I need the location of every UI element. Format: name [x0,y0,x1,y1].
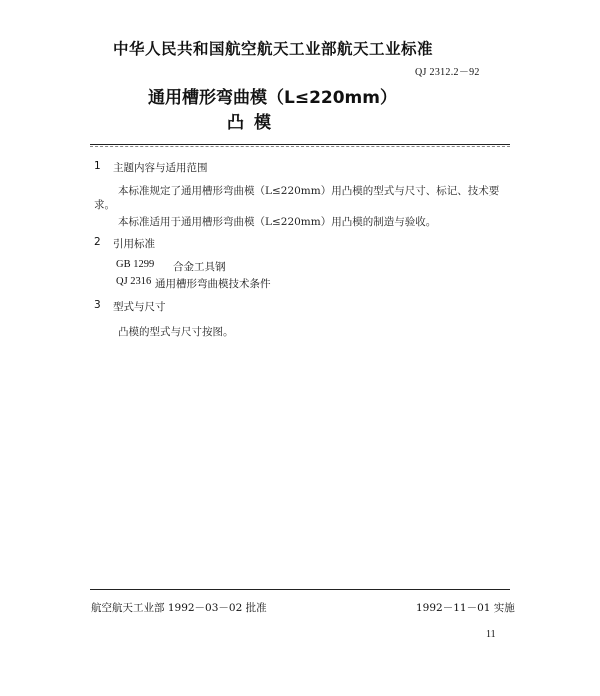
standard-code: QJ 2312.2－92 [415,67,480,78]
section-1-paragraph-1: 本标准规定了通用槽形弯曲模（L≤220mm）用凸模的型式与尺寸、标记、技术要 [118,185,500,197]
reference-1-code: GB 1299 [116,259,155,270]
document-subtitle: 凸模 [227,113,281,133]
section-1-number: 1 [94,160,101,172]
page-number: 11 [486,629,496,640]
reference-2-name: 通用槽形弯曲模技术条件 [155,278,271,290]
reference-1-name: 合金工具钢 [173,261,226,273]
footer-divider [90,589,510,590]
reference-2-code: QJ 2316 [116,276,152,287]
section-2-title: 引用标准 [113,238,155,250]
issuing-organization: 中华人民共和国航空航天工业部航天工业标准 [113,40,434,58]
approval-line: 航空航天工业部 1992－03－02 批准 [91,602,267,614]
implementation-line: 1992－11－01 实施 [416,602,515,614]
section-1-paragraph-2: 本标准适用于通用槽形弯曲模（L≤220mm）用凸模的制造与验收。 [118,216,437,228]
section-1-paragraph-1-cont: 求。 [94,199,115,211]
header-divider [90,144,510,145]
section-2-number: 2 [94,236,101,248]
section-1-title: 主题内容与适用范围 [113,162,208,174]
section-3-title: 型式与尺寸 [113,301,166,313]
section-3-paragraph-1: 凸模的型式与尺寸按图。 [118,326,234,338]
document-title: 通用槽形弯曲模（L≤220mm） [148,88,397,108]
section-3-number: 3 [94,299,101,311]
